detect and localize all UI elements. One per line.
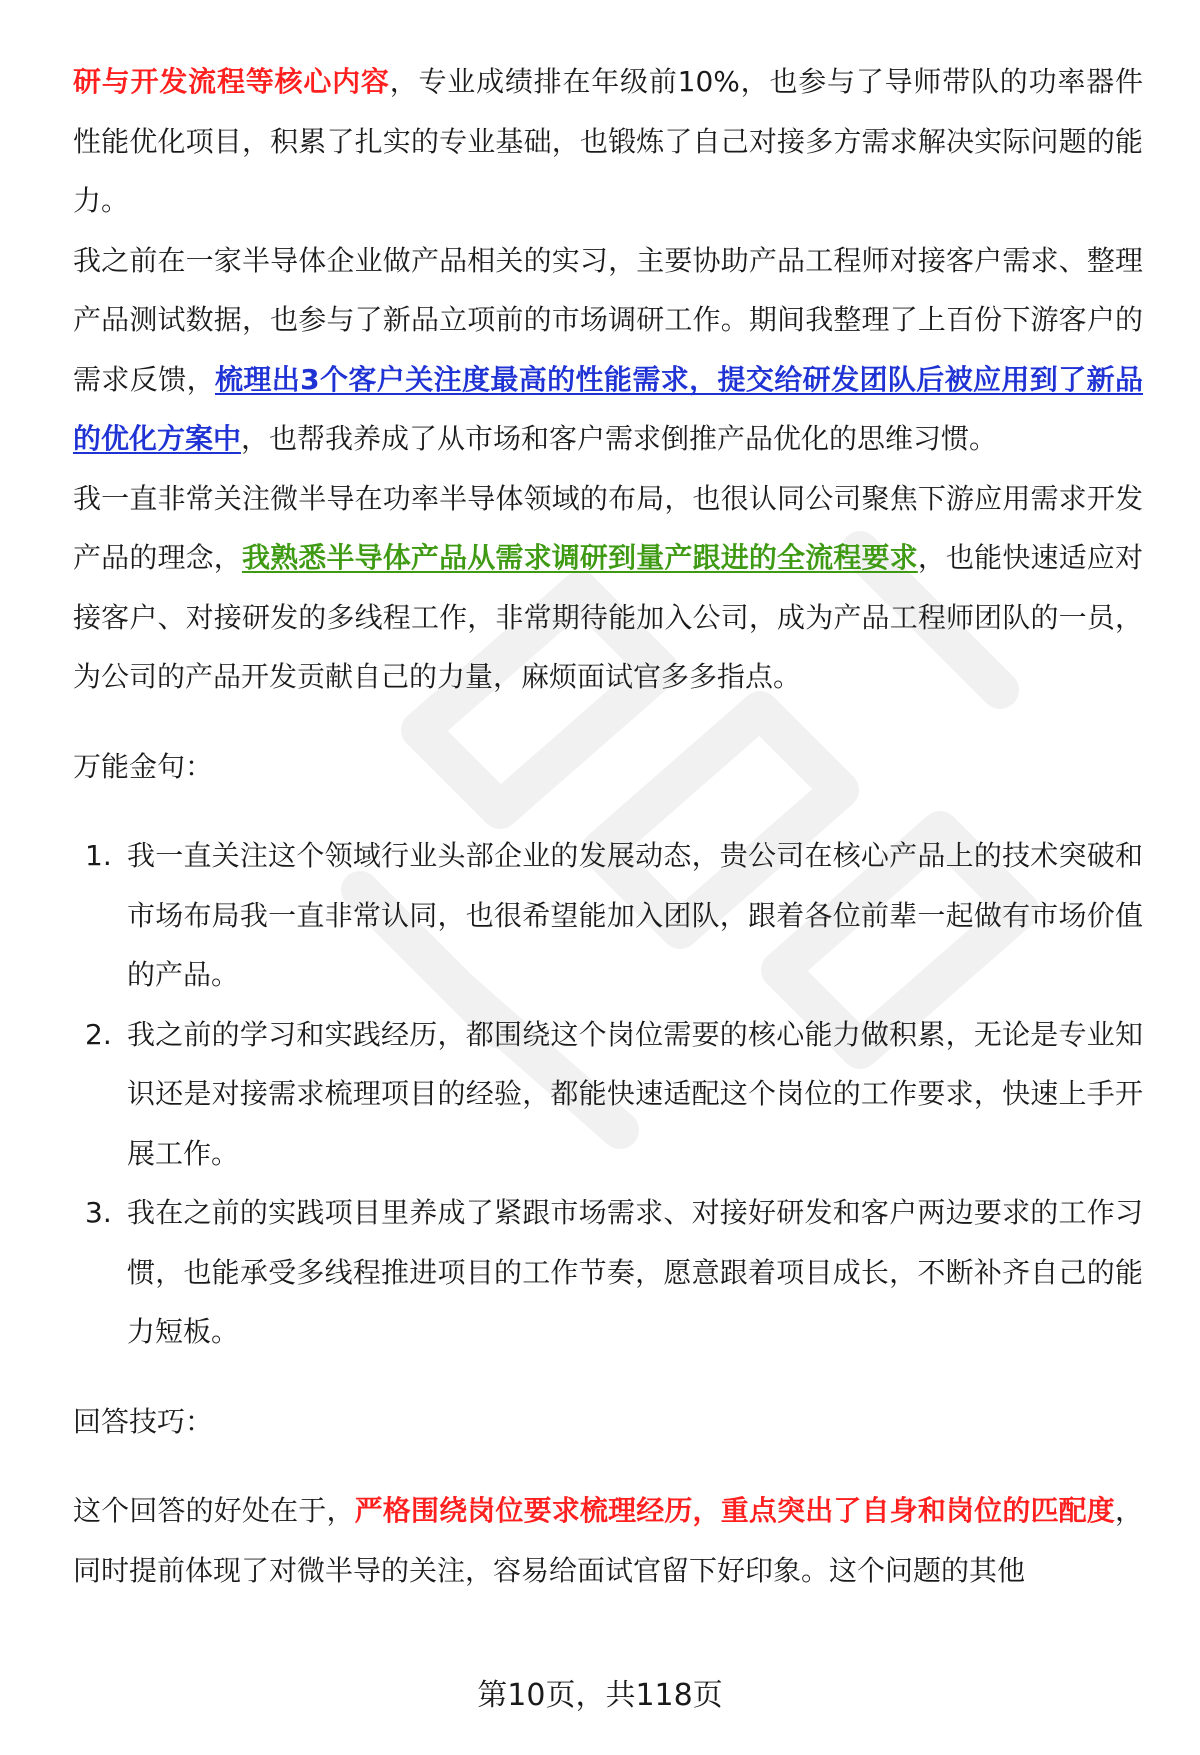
para-2-seg-1: 我之前在一家半导体企业做产品相关的实习，主要协助产品工程师对接客户需求、整理产品测试数据，也参与了新品立项前的市场调研工作。期间我整理了上百份下游客户的需求反馈，	[73, 243, 1143, 396]
tips-seg-3: ，同时提前体现了对微半导的关注，容易给面试官留下好印象。这个问题的其他	[73, 1494, 1143, 1587]
tips-seg-1: 这个回答的好处在于，	[73, 1494, 355, 1527]
paragraph-2	[73, 231, 1143, 469]
list-item-text: 我在之前的实践项目里养成了紧跟市场需求、对接好研发和客户两边要求的工作习惯，也能承受多线程推进项目的工作节奏，愿意跟着项目成长，不断补齐自己的能力短板。	[127, 1196, 1143, 1348]
tips-paragraph	[73, 1481, 1143, 1600]
golden-sentences-heading: 万能金句：	[73, 749, 214, 783]
paragraph-1	[73, 52, 1143, 231]
para-2-seg-2: 梳理出3个客户关注度最高的性能需求，提交给研发团队后被应用到了新品的优化方案中	[73, 362, 1143, 455]
para-1-seg-2: ，专业成绩排在年级前10%，也参与了导师带队的功率器件性能优化项目，积累了扎实的专业基础，也锻炼了自己对接多方需求解决实际问题的能力。	[73, 65, 1143, 217]
para-2-seg-3: ，也帮我养成了从市场和客户需求倒推产品优化的思维习惯。	[241, 422, 998, 455]
list-item	[73, 1183, 1143, 1362]
list-item-text: 我之前的学习和实践经历，都围绕这个岗位需要的核心能力做积累，无论是专业知识还是对接需求梳理项目的经验，都能快速适配这个岗位的工作要求，快速上手开展工作。	[127, 1017, 1143, 1170]
para-3-seg-2: 我熟悉半导体产品从需求调研到量产跟进的全流程要求	[241, 541, 918, 574]
document-page	[73, 52, 1143, 1600]
list-item-number: 3.	[85, 1196, 112, 1229]
list-item	[73, 1005, 1143, 1184]
para-3-seg-3: ，也能快速适应对接客户、对接研发的多线程工作，非常期待能加入公司，成为产品工程师团队的一员，为公司的产品开发贡献自己的力量，麻烦面试官多多指点。	[73, 541, 1143, 693]
para-3-seg-1: 我一直非常关注微半导在功率半导体领域的布局，也很认同公司聚焦下游应用需求开发产品的理念，	[73, 481, 1143, 574]
golden-sentences-list	[73, 826, 1143, 1362]
page-number-footer: 第10页，共118页	[477, 1678, 723, 1713]
para-1-seg-1: 研与开发流程等核心内容	[73, 65, 390, 98]
tips-seg-2: 严格围绕岗位要求梳理经历，重点突出了自身和岗位的匹配度	[354, 1494, 1115, 1527]
paragraph-3	[73, 469, 1143, 707]
list-item-number: 1.	[85, 839, 112, 872]
list-item-number: 2.	[85, 1017, 112, 1051]
answer-tips-heading: 回答技巧：	[73, 1404, 214, 1438]
list-item	[73, 826, 1143, 1005]
list-item-text: 我一直关注这个领域行业头部企业的发展动态，贵公司在核心产品上的技术突破和市场布局我一直非常认同，也很希望能加入团队，跟着各位前辈一起做有市场价值的产品。	[127, 839, 1143, 991]
